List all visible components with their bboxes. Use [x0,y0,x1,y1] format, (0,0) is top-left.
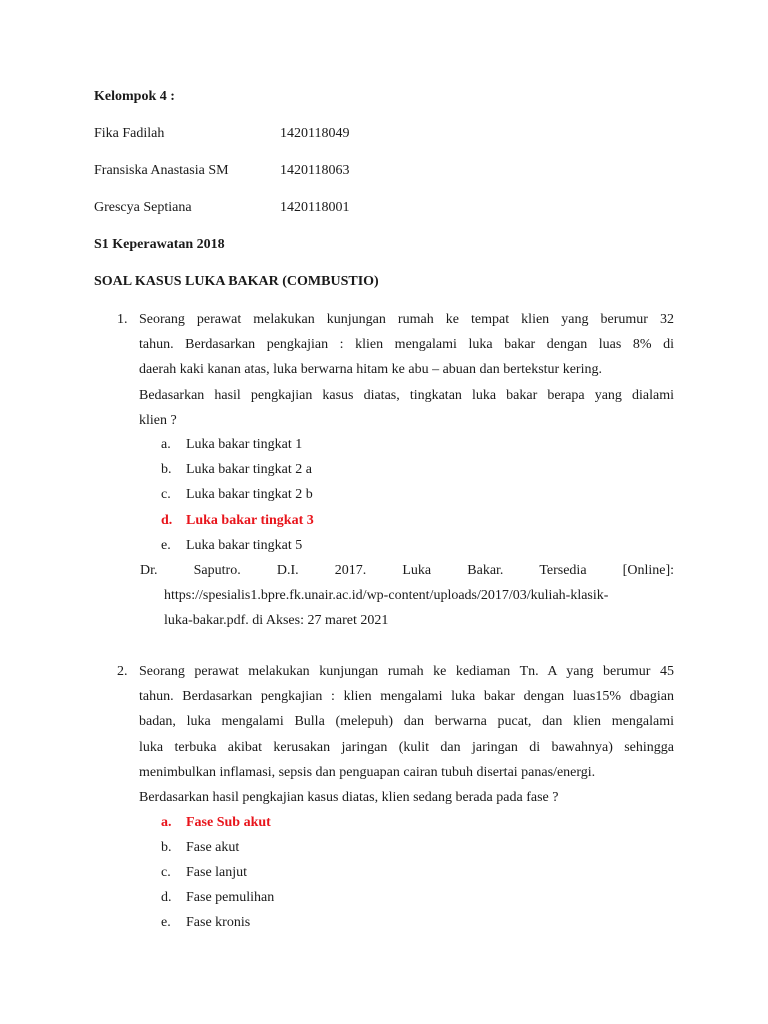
reference-line: luka-bakar.pdf. di Akses: 27 maret 2021 [164,613,389,628]
reference-line: Dr. Saputro. D.I. 2017. Luka Bakar. Tersedia [Online]: [140,563,674,578]
option-letter: c. [161,865,171,880]
question-line: Seorang perawat melakukan kunjungan rumah ke kediaman Tn. A yang berumur 45 [139,664,674,679]
question-line: badan, luka mengalami Bulla (melepuh) dan berwarna pucat, dan klien mengalami [139,714,674,729]
question-line: Berdasarkan hasil pengkajian kasus diatas, klien sedang berada pada fase ? [139,790,559,805]
option-letter: b. [161,840,172,855]
member-name: Fransiska Anastasia SM [94,163,229,178]
question-line: klien ? [139,413,177,428]
option-letter: d. [161,890,172,905]
question-line: luka terbuka akibat kerusakan jaringan (kulit dan jaringan di bawahnya) sehingga [139,740,674,755]
question-line: Bedasarkan hasil pengkajian kasus diatas, tingkatan luka bakar berapa yang dialami [139,388,674,403]
option-letter: e. [161,538,171,553]
member-name: Fika Fadilah [94,126,165,141]
correct-option-text: Fase Sub akut [186,815,271,830]
option-letter: c. [161,487,171,502]
question-number: 1. [117,312,128,327]
option-text: Luka bakar tingkat 5 [186,538,303,553]
option-letter: b. [161,462,172,477]
question-line: menimbulkan inflamasi, sepsis dan penguapan cairan tubuh disertai panas/energi. [139,765,596,780]
question-line: tahun. Berdasarkan pengkajian : klien mengalami luka bakar dengan luas15% dbagian [139,689,674,704]
group-heading: Kelompok 4 : [94,89,175,104]
reference-link: https://spesialis1.bpre.fk.unair.ac.id/wp-content/uploads/2017/03/kuliah-klasik- [164,588,609,603]
option-letter: e. [161,915,171,930]
question-number: 2. [117,664,128,679]
option-letter: a. [161,437,171,452]
option-text: Luka bakar tingkat 2 a [186,462,312,477]
option-text: Fase lanjut [186,865,248,880]
question-line: tahun. Berdasarkan pengkajian : klien mengalami luka bakar dengan luas 8% di [139,337,674,352]
option-text: Fase pemulihan [186,890,275,905]
member-nim: 1420118001 [280,200,350,215]
correct-option-text: Luka bakar tingkat 3 [186,513,314,528]
option-text: Fase kronis [186,915,251,930]
question-line: Seorang perawat melakukan kunjungan rumah ke tempat klien yang berumur 32 [139,312,674,327]
correct-option-letter: d. [161,513,173,528]
option-text: Luka bakar tingkat 2 b [186,487,313,502]
question-line: daerah kaki kanan atas, luka berwarna hitam ke abu – abuan dan bertekstur kering. [139,362,602,377]
option-text: Luka bakar tingkat 1 [186,437,303,452]
program-label: S1 Keperawatan 2018 [94,237,225,252]
member-name: Grescya Septiana [94,200,192,215]
member-nim: 1420118063 [280,163,350,178]
option-text: Fase akut [186,840,240,855]
member-nim: 1420118049 [280,126,350,141]
correct-option-letter: a. [161,815,172,830]
document-title: SOAL KASUS LUKA BAKAR (COMBUSTIO) [94,274,379,289]
